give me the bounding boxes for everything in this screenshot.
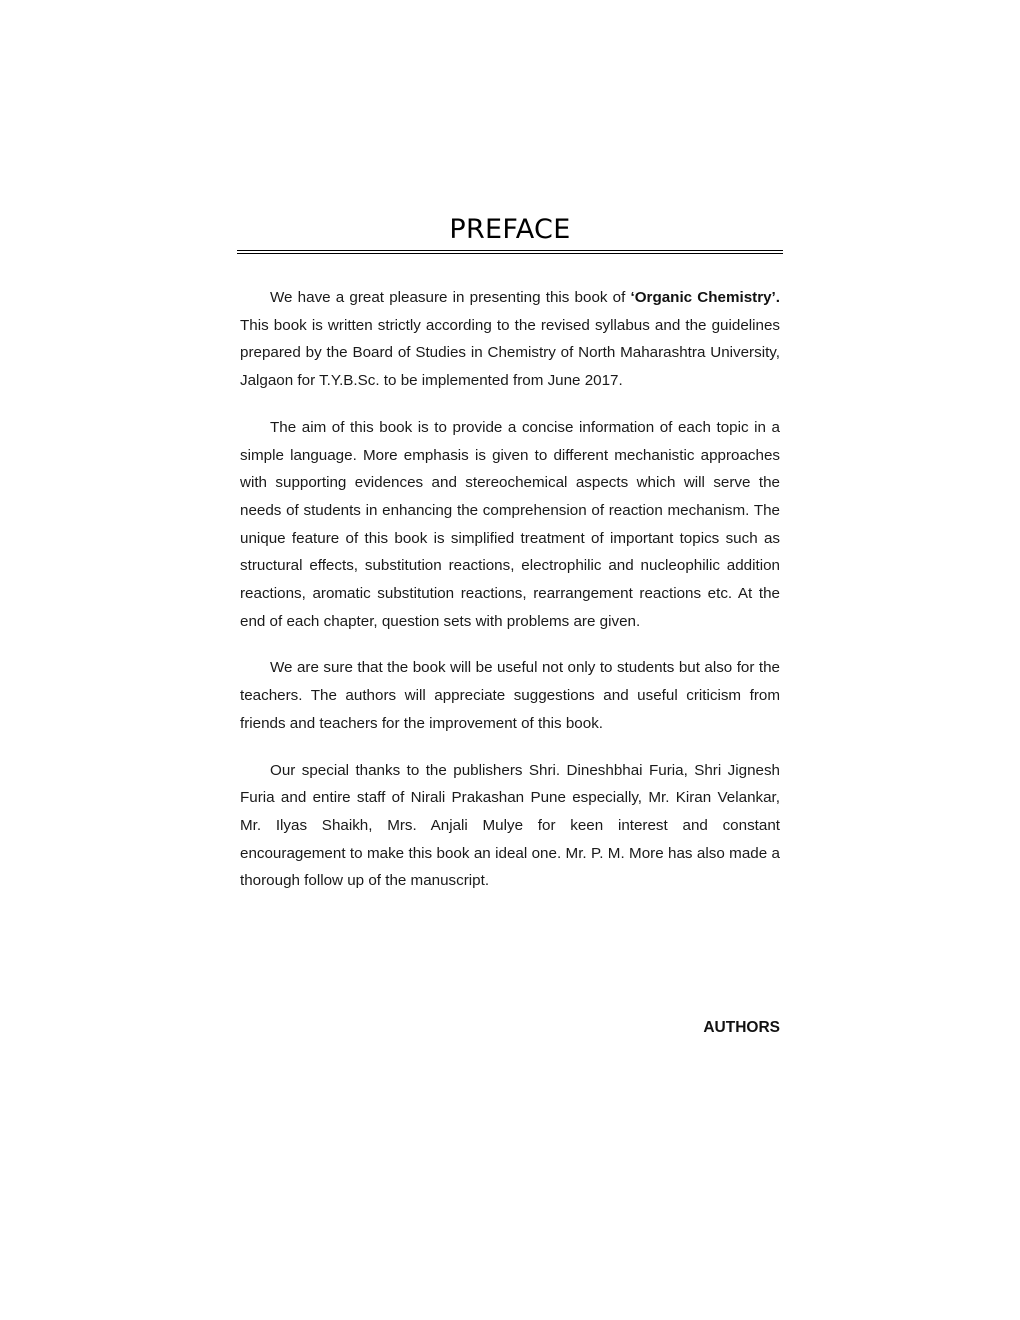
authors-signature: AUTHORS <box>703 1019 780 1036</box>
paragraph-aim: The aim of this book is to provide a concise information of each topic in a simple language. More emphasis is given to different mechanistic approaches with supporting evidences and stereochemical aspects which will serve the needs of students in enhancing the comprehension of reaction mechanism. The unique feature of this book is simplified treatment of important topics such as structural effects, substitution reactions, electrophilic and nucleophilic addition reactions, aromatic substitution reactions, rearrangement reactions etc. At the end of each chapter, question sets with problems are given. <box>240 418 780 630</box>
title-double-rule <box>237 250 783 254</box>
paragraph-usefulness: We are sure that the book will be useful not only to students but also for the teachers. The authors will appreciate suggestions and useful criticism from friends and teachers for the improvement of this book. <box>240 659 780 732</box>
book-title-emphasis: ‘Organic Chemistry’. <box>630 289 781 306</box>
preface-section <box>240 212 780 914</box>
paragraph-thanks: Our special thanks to the publishers Shri. Dineshbhai Furia, Shri Jignesh Furia and entire staff of Nirali Prakashan Pune especially, Mr. Kiran Velankar, Mr. Ilyas Shaikh, Mrs. Anjali Mulye for keen interest and constant encouragement to make this book an ideal one. Mr. P. M. More has also made a thorough follow up of the manuscript. <box>240 761 780 890</box>
paragraph-intro-start: We have a great pleasure in presenting this book of <box>270 289 631 306</box>
paragraph-intro <box>240 284 780 395</box>
page-title: PREFACE <box>449 214 571 245</box>
paragraph-intro-rest: This book is written strictly according to the revised syllabus and the guidelines prepared by the Board of Studies in Chemistry of North Maharashtra University, Jalgaon for T.Y.B.Sc. to be implemented from June 2017. <box>240 316 780 390</box>
preface-body <box>240 284 780 895</box>
